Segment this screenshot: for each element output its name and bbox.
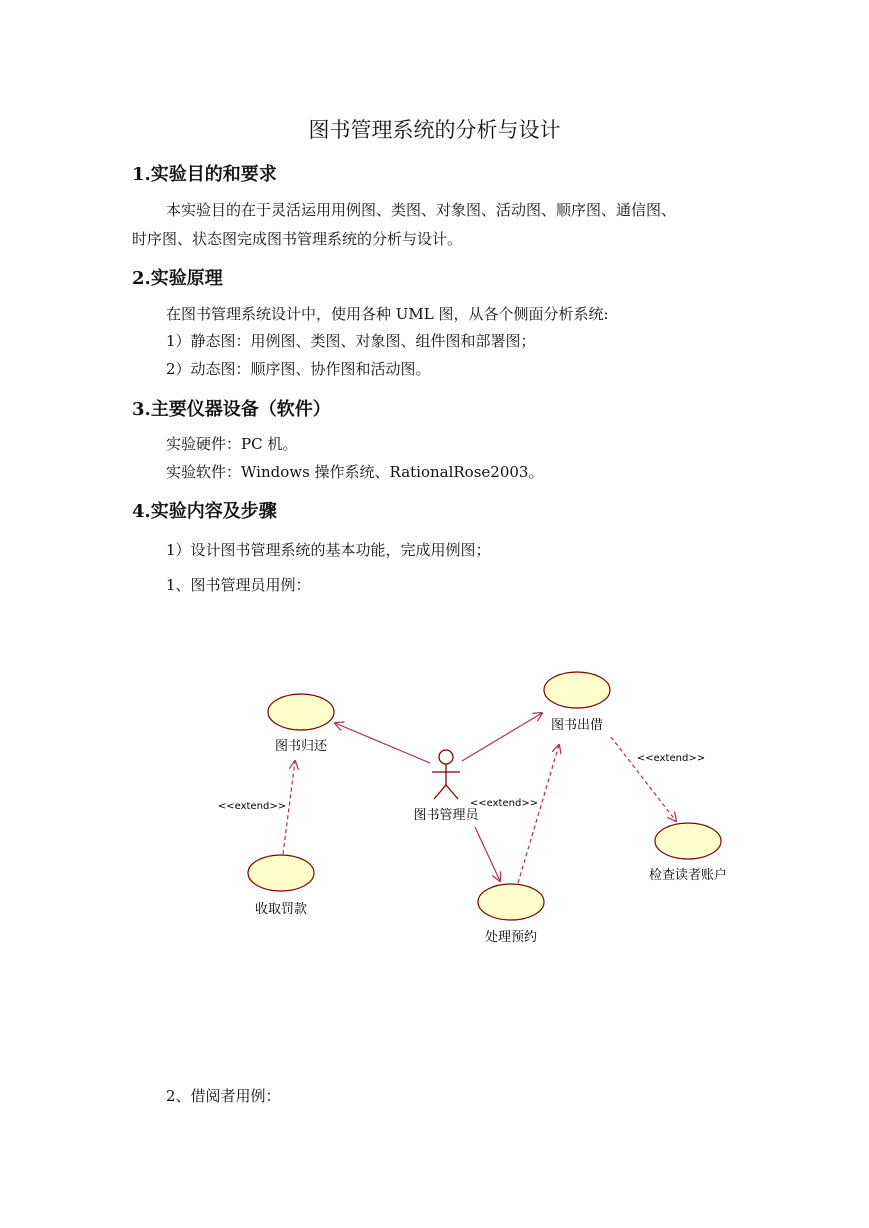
section-heading-4: 4.实验内容及步骤 <box>132 501 277 522</box>
extend-borrow-to-account <box>611 737 676 821</box>
usecase-fine-ellipse <box>248 855 314 891</box>
usecase-borrow-ellipse <box>544 672 610 708</box>
s4-line-3: 2、借阅者用例： <box>166 1087 281 1105</box>
s1-paragraph-line-2: 时序图、状态图完成图书管理系统的分析与设计。 <box>132 230 463 248</box>
assoc-to-reserve <box>475 827 500 881</box>
usecase-account-label: 检查读者账户 <box>648 868 728 883</box>
s2-list-item-2: 2）动态图：顺序图、协作图和活动图。 <box>166 360 431 378</box>
extend-reserve-to-borrow <box>518 745 559 883</box>
librarian-use-case-diagram <box>200 655 760 955</box>
extend-label-2: <<extend>> <box>469 798 539 809</box>
usecase-fine-label: 收取罚款 <box>254 902 308 917</box>
actor-icon <box>432 750 460 799</box>
assoc-to-borrow <box>462 713 542 761</box>
s1-paragraph-line-1: 本实验目的在于灵活运用用例图、类图、对象图、活动图、顺序图、通信图、 <box>166 201 677 219</box>
section-heading-2: 2.实验原理 <box>132 268 223 289</box>
usecase-reserve-label: 处理预约 <box>484 930 538 945</box>
usecase-borrow-label: 图书出借 <box>550 718 604 733</box>
usecase-reserve-ellipse <box>478 884 544 920</box>
extend-label-1: <<extend>> <box>217 801 287 812</box>
actor-label: 图书管理员 <box>413 808 479 823</box>
s3-line-1: 实验硬件：PC 机。 <box>166 435 298 453</box>
s4-line-1: 1）设计图书管理系统的基本功能，完成用例图； <box>166 541 491 559</box>
assoc-to-return <box>335 723 430 763</box>
usecase-return-ellipse <box>268 694 334 730</box>
s3-line-2: 实验软件：Windows 操作系统、RationalRose2003。 <box>166 463 544 481</box>
extend-label-3: <<extend>> <box>636 753 706 764</box>
s2-paragraph-line-1: 在图书管理系统设计中，使用各种 UML 图，从各个侧面分析系统: <box>166 305 609 323</box>
page-title: 图书管理系统的分析与设计 <box>308 118 561 142</box>
section-heading-3: 3.主要仪器设备（软件） <box>132 399 331 420</box>
usecase-account-ellipse <box>655 823 721 859</box>
section-heading-1: 1.实验目的和要求 <box>132 164 277 185</box>
s2-list-item-1: 1）静态图：用例图、类图、对象图、组件图和部署图； <box>166 332 536 350</box>
s4-line-2: 1、图书管理员用例： <box>166 576 311 594</box>
usecase-return-label: 图书归还 <box>274 739 328 754</box>
